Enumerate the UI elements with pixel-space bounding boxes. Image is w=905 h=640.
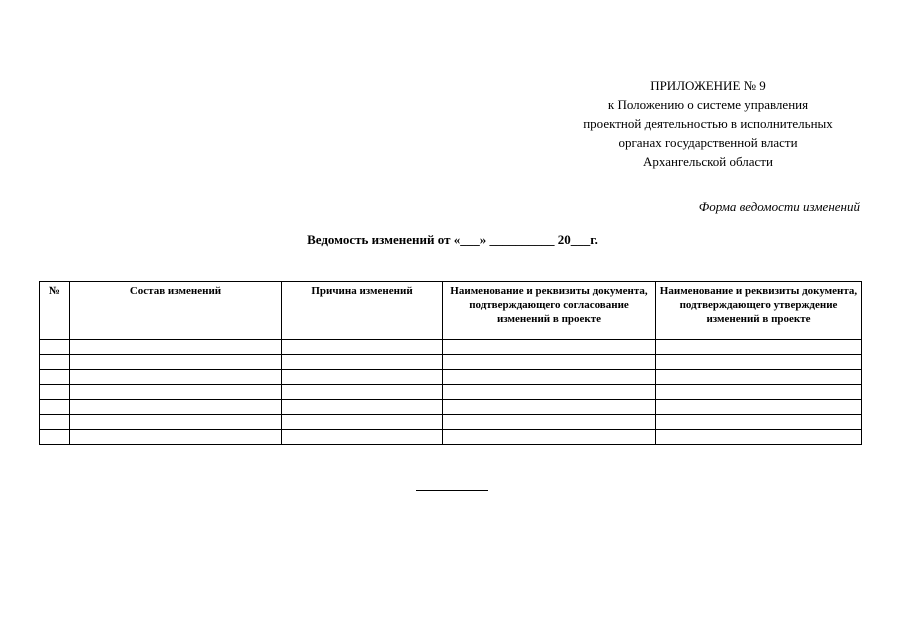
column-header-changes: Состав изменений <box>70 282 282 340</box>
table-cell <box>443 340 656 355</box>
table-row <box>40 400 862 415</box>
table-cell <box>443 415 656 430</box>
form-name: Форма ведомости изменений <box>698 199 860 214</box>
table-cell <box>70 400 282 415</box>
changes-table <box>39 281 862 445</box>
appendix-line: органах государственной власти <box>618 135 798 150</box>
table-cell <box>282 415 443 430</box>
table-cell <box>282 430 443 445</box>
table-cell <box>656 415 862 430</box>
appendix-line: проектной деятельностью в исполнительных <box>583 116 833 131</box>
table-row <box>40 355 862 370</box>
table-cell <box>70 415 282 430</box>
table-cell <box>656 355 862 370</box>
table-cell <box>282 355 443 370</box>
table-row <box>40 415 862 430</box>
appendix-line: Архангельской области <box>643 154 773 169</box>
table-cell <box>282 340 443 355</box>
table-cell <box>40 385 70 400</box>
column-header-confirmation-doc: Наименование и реквизиты документа, подтверждающего утверждение изменений в проекте <box>656 282 862 340</box>
table-cell <box>443 400 656 415</box>
table-cell <box>443 430 656 445</box>
table-cell <box>282 385 443 400</box>
table-cell <box>40 400 70 415</box>
column-header-number: № <box>40 282 70 340</box>
table-cell <box>70 340 282 355</box>
table-header-row <box>40 282 862 340</box>
table-cell <box>443 385 656 400</box>
table-cell <box>70 385 282 400</box>
table-cell <box>656 370 862 385</box>
table-cell <box>40 415 70 430</box>
appendix-line: ПРИЛОЖЕНИЕ № 9 <box>650 78 766 93</box>
table-cell <box>443 370 656 385</box>
footer-separator-line <box>416 490 488 491</box>
table-row <box>40 430 862 445</box>
table-cell <box>40 370 70 385</box>
table-cell <box>282 370 443 385</box>
table-row <box>40 385 862 400</box>
table-cell <box>656 385 862 400</box>
table-cell <box>70 355 282 370</box>
table-cell <box>443 355 656 370</box>
table-row <box>40 340 862 355</box>
table-cell <box>656 430 862 445</box>
column-header-reason: Причина изменений <box>282 282 443 340</box>
table-cell <box>40 355 70 370</box>
table-cell <box>656 340 862 355</box>
table-cell <box>70 430 282 445</box>
table-cell <box>282 400 443 415</box>
column-header-approval-doc: Наименование и реквизиты документа, подтверждающего согласование изменений в проекте <box>443 282 656 340</box>
appendix-line: к Положению о системе управления <box>607 97 809 112</box>
table-cell <box>70 370 282 385</box>
table-row <box>40 370 862 385</box>
table-cell <box>40 430 70 445</box>
table-cell <box>656 400 862 415</box>
document-title: Ведомость изменений от «___» __________ 20___г. <box>307 232 598 247</box>
table-cell <box>40 340 70 355</box>
appendix-block <box>560 76 856 171</box>
